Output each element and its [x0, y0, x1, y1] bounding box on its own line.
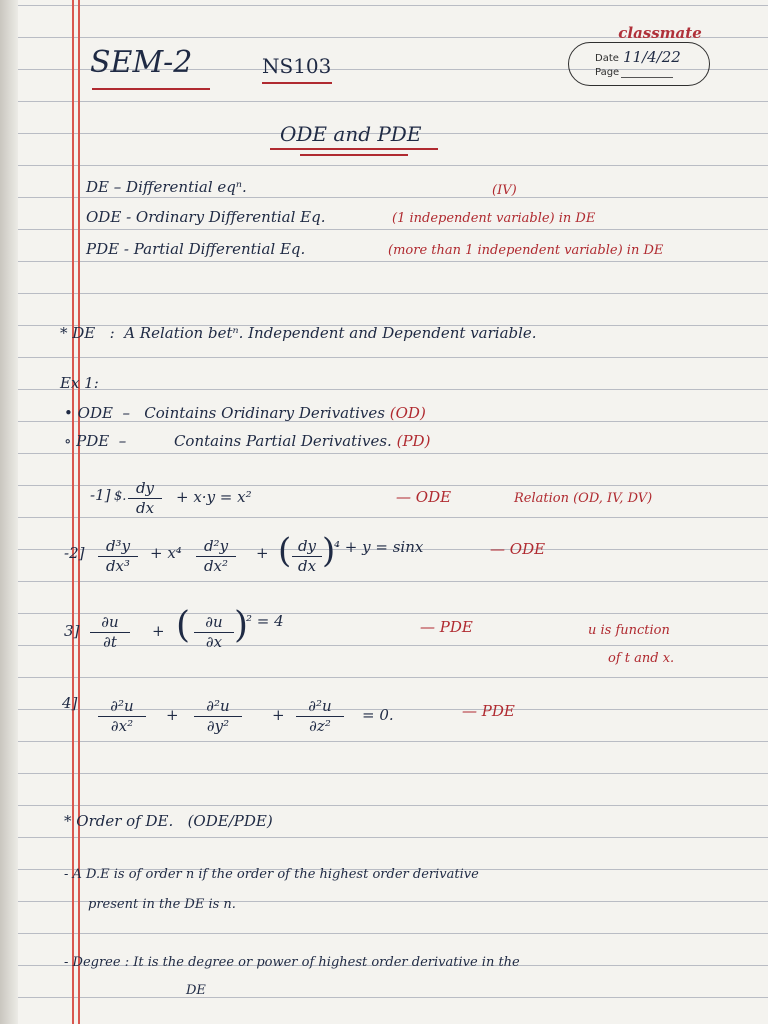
example-2-mid: + x⁴: [150, 544, 182, 562]
example-1-result: — ODE: [396, 488, 452, 506]
example-1-prefix: $.: [114, 489, 127, 504]
example-3-num: 3]: [64, 622, 80, 640]
example-4-rest: = 0.: [362, 706, 394, 724]
date-box: [568, 42, 710, 86]
example-2-num: -2]: [64, 544, 85, 562]
ex-bullet-ode: • ODE – Cointains Oridinary Derivatives (OD): [64, 404, 426, 422]
title-underline-2: [300, 154, 408, 156]
example-2-plus: +: [256, 544, 269, 562]
iv-note: (IV): [492, 183, 517, 198]
example-2-rest: ⁴ + y = sinx: [334, 538, 424, 556]
order-line-2: present in the DE is n.: [88, 897, 236, 912]
example-1-note: Relation (OD, IV, DV): [514, 491, 653, 506]
example-1-num: -1]: [90, 486, 111, 504]
order-line-1: - A D.E is of order n if the order of the highest order derivative: [64, 867, 479, 882]
page-title: ODE and PDE: [280, 122, 422, 146]
example-2-result: — ODE: [490, 540, 546, 558]
sem-underline: [92, 88, 210, 90]
ex-bullet-pde: ∘ PDE – Contains Partial Derivatives. (PD): [64, 432, 431, 450]
example-3-frac2: ∂u ∂x: [194, 614, 234, 651]
date-label: Date: [595, 53, 619, 64]
example-3-note-1: u is function: [588, 623, 670, 638]
example-2-lparen: (: [278, 531, 292, 571]
course-code: NS103: [262, 54, 332, 78]
example-4-frac1: ∂²u ∂x²: [98, 698, 146, 735]
example-4-num: 4]: [62, 694, 78, 712]
order-heading: * Order of DE. (ODE/PDE): [64, 812, 273, 830]
page-edge-shadow: [0, 0, 18, 1024]
example-4-result: — PDE: [462, 702, 515, 720]
example-4-frac3: ∂²u ∂z²: [296, 698, 344, 735]
def-pde: PDE - Partial Differential Eq.: [86, 240, 306, 258]
example-3-rparen: ): [234, 605, 249, 646]
def-pde-note: (more than 1 independent variable) in DE: [388, 243, 664, 258]
page-label: Page: [595, 67, 620, 78]
example-2-frac1: d³y dx³: [98, 538, 138, 575]
def-de: DE – Differential eqⁿ.: [86, 178, 247, 196]
brand-logo: classmate: [618, 24, 702, 42]
example-1-rest: + x·y = x²: [176, 488, 252, 506]
course-underline: [262, 82, 332, 84]
example-2-rparen: ): [322, 531, 336, 571]
example-3-note-2: of t and x.: [608, 651, 675, 666]
example-1-fraction: dy dx: [128, 480, 162, 517]
example-2-frac3: dy dx: [292, 538, 322, 575]
example-3-plus: +: [152, 622, 165, 640]
degree-line-1: - Degree : It is the degree or power of highest order derivative in the: [64, 955, 520, 970]
de-relation: * DE : A Relation betⁿ. Independent and Dependent variable.: [60, 324, 537, 342]
date-value: 11/4/22: [623, 48, 681, 66]
example-3-lparen: (: [176, 605, 191, 646]
ex-label: Ex 1:: [60, 374, 99, 392]
example-4-plus-1: +: [166, 706, 179, 724]
title-underline: [270, 148, 438, 150]
example-3-rest: ² = 4: [246, 612, 284, 630]
example-3-frac1: ∂u ∂t: [90, 614, 130, 651]
def-ode-note: (1 independent variable) in DE: [392, 211, 596, 226]
example-2-frac2: d²y dx²: [196, 538, 236, 575]
example-3-result: — PDE: [420, 618, 473, 636]
example-4-frac2: ∂²u ∂y²: [194, 698, 242, 735]
example-4-plus-2: +: [272, 706, 285, 724]
page-line: [621, 77, 673, 78]
degree-line-2: DE: [186, 983, 206, 998]
def-ode: ODE - Ordinary Differential Eq.: [86, 208, 326, 226]
sem-heading: SEM-2: [90, 45, 193, 80]
